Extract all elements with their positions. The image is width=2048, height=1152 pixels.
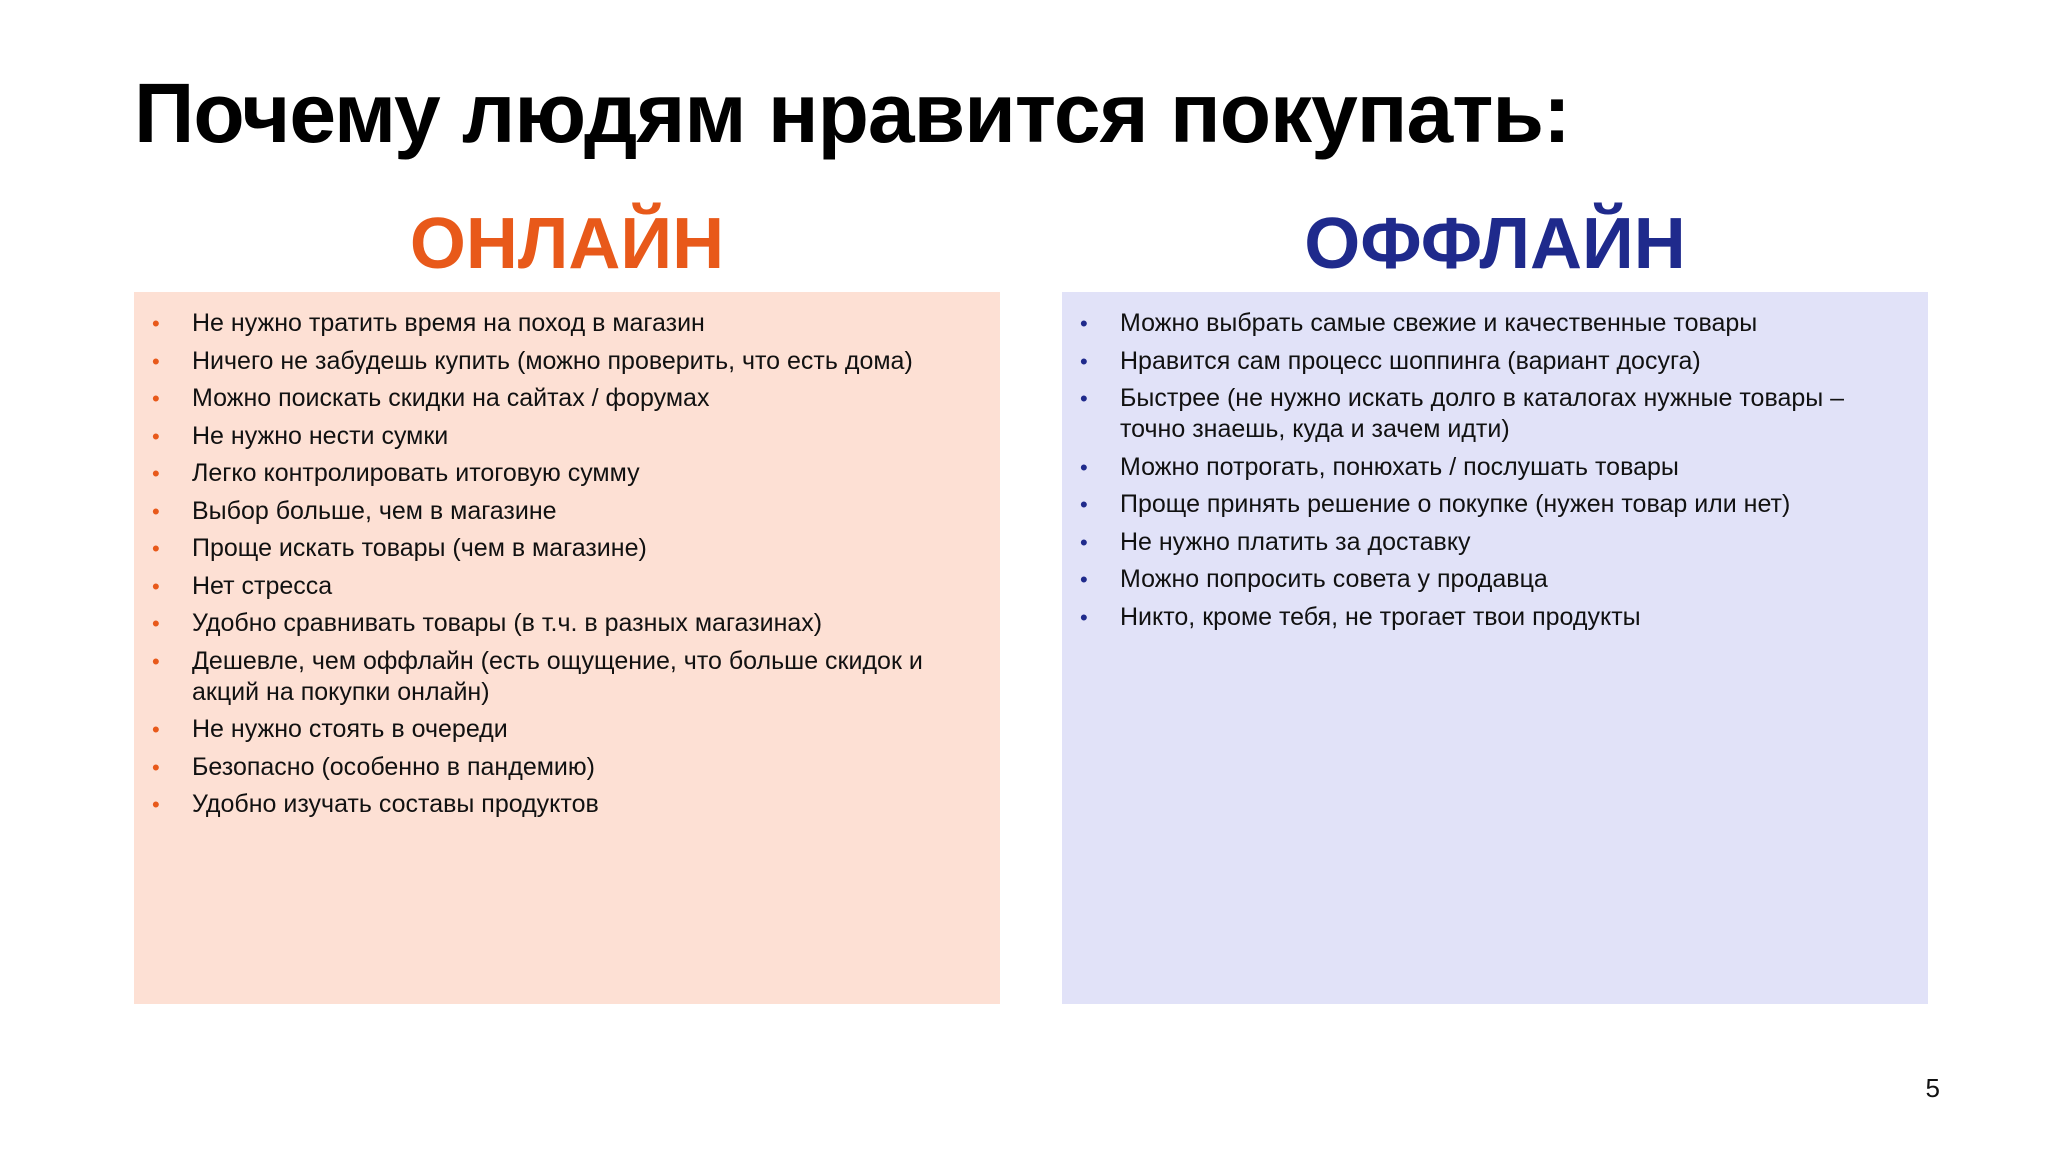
online-reason-item [152,458,960,489]
page-number: 5 [1925,1073,1940,1103]
bullet-icon: • [152,348,160,374]
bullet-icon: • [1080,529,1088,555]
online-reason-item [152,752,960,783]
online-reason-text: Безопасно (особенно в пандемию) [192,752,595,781]
online-reason-item [152,383,960,414]
online-reason-item [152,714,960,745]
bullet-icon: • [1080,492,1088,517]
offline-panel [1062,292,1928,1004]
bullet-icon: • [1080,348,1088,374]
bullet-icon: • [1080,386,1088,411]
offline-reason-item [1080,383,1888,445]
bullet-icon: • [152,573,160,599]
bullet-icon: • [152,792,160,817]
offline-reason-text: Нравится сам процесс шоппинга (вариант досуга) [1120,346,1701,375]
offline-reason-item [1080,346,1888,377]
online-reason-text: Нет стресса [192,571,333,600]
offline-reason-text: Проще принять решение о покупке (нужен товар или нет) [1120,490,1791,518]
online-reason-item [152,608,960,639]
online-reasons-list [152,308,960,820]
bullet-icon: • [152,648,160,674]
online-reason-text: Не нужно тратить время на поход в магазин [192,309,705,337]
online-reason-text: Удобно сравнивать товары (в т.ч. в разных магазинах) [192,609,823,637]
offline-reason-text: Быстрее (не нужно искать долго в каталогах нужные товары – точно знаешь, куда и зачем идти) [1120,384,1845,443]
online-reason-text: Проще искать товары (чем в магазине) [192,534,647,562]
offline-reason-item [1080,452,1888,483]
offline-reason-item [1080,564,1888,595]
bullet-icon: • [152,536,160,561]
bullet-icon: • [1080,454,1088,480]
bullet-icon: • [152,611,160,636]
offline-reason-text: Никто, кроме тебя, не трогает твои продукты [1120,602,1641,631]
online-reason-item [152,646,960,708]
bullet-icon: • [152,461,160,486]
bullet-icon: • [152,717,160,742]
bullet-icon: • [152,423,160,449]
online-reason-item [152,789,960,820]
offline-reason-item [1080,308,1888,339]
offline-reason-text: Можно выбрать самые свежие и качественные товары [1120,309,1758,337]
online-reason-item [152,496,960,527]
bullet-icon: • [1080,604,1088,630]
online-reason-text: Можно поискать скидки на сайтах / форумах [192,384,710,412]
bullet-icon: • [152,754,160,780]
online-reason-text: Не нужно стоять в очереди [192,715,508,743]
offline-reason-text: Можно попросить совета у продавца [1120,565,1548,593]
online-reason-text: Удобно изучать составы продуктов [192,790,599,818]
bullet-icon: • [1080,311,1088,336]
online-reason-item [152,308,960,339]
offline-reason-item [1080,489,1888,520]
bullet-icon: • [152,386,160,411]
offline-reason-item [1080,602,1888,633]
offline-reasons-list [1080,308,1888,633]
online-panel [134,292,1000,1004]
bullet-icon: • [152,498,160,524]
online-reason-text: Дешевле, чем оффлайн (есть ощущение, что больше скидок и акций на покупки онлайн) [192,646,923,706]
online-reason-item [152,533,960,564]
offline-reason-item [1080,527,1888,558]
bullet-icon: • [152,311,160,336]
slide-title: Почему людям нравится покупать: [134,66,1571,160]
online-reason-text: Легко контролировать итоговую сумму [192,459,640,487]
online-reason-item [152,421,960,452]
offline-reason-text: Не нужно платить за доставку [1120,527,1471,556]
online-heading: ОНЛАЙН [409,204,725,284]
online-reason-item [152,346,960,377]
online-reason-text: Ничего не забудешь купить (можно проверить, что есть дома) [192,346,913,375]
online-reason-text: Не нужно нести сумки [192,421,449,450]
bullet-icon: • [1080,567,1088,592]
offline-reason-text: Можно потрогать, понюхать / послушать товары [1120,452,1679,481]
online-reason-text: Выбор больше, чем в магазине [192,496,557,525]
offline-heading: ОФФЛАЙН [1304,204,1686,284]
online-reason-item [152,571,960,602]
